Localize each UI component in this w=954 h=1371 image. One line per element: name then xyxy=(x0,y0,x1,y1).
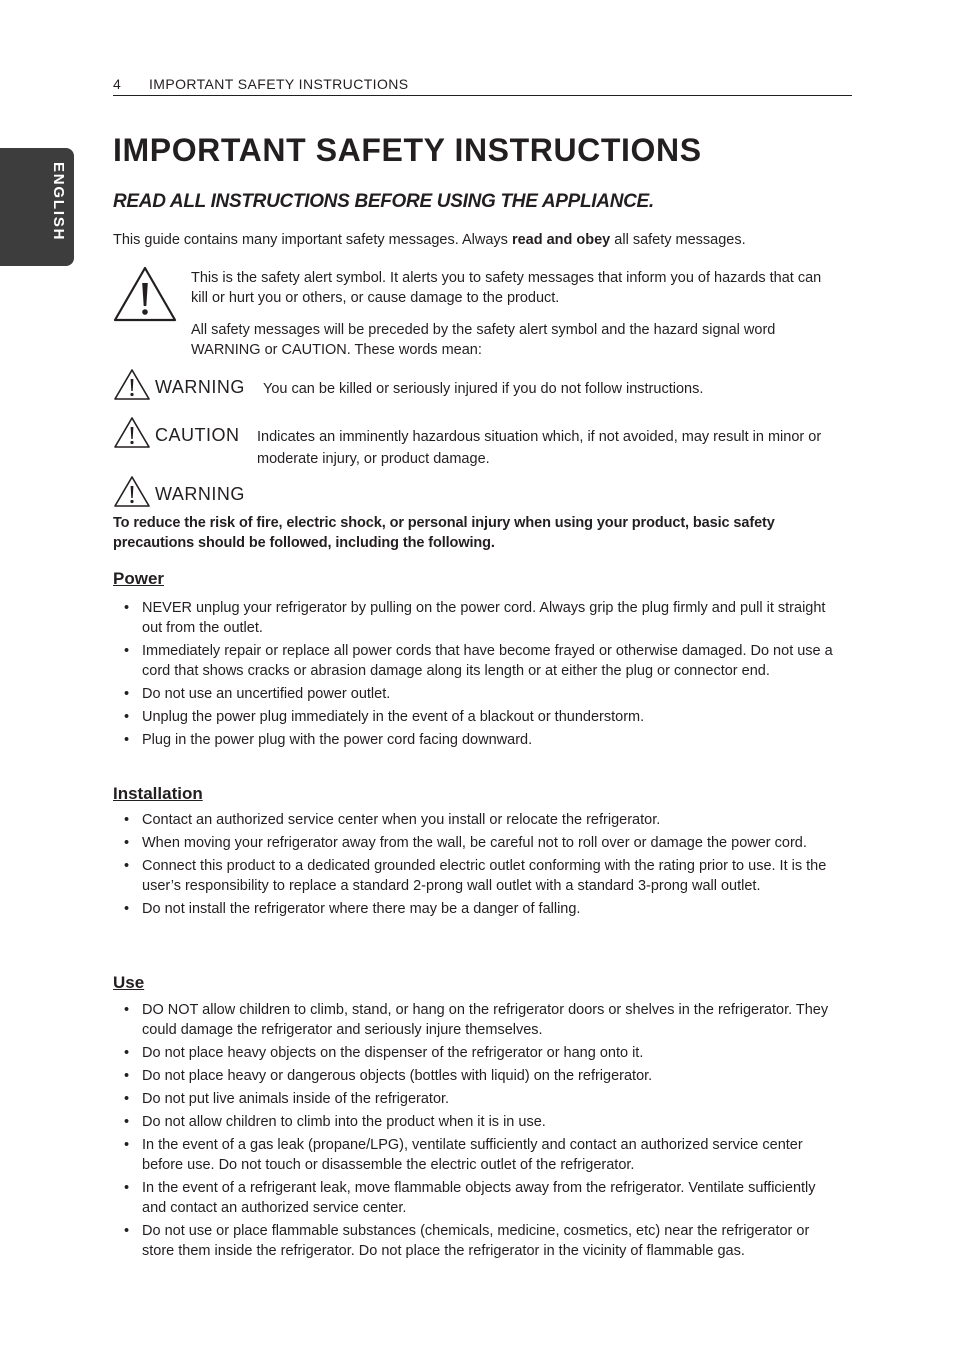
caution-triangle-icon xyxy=(113,416,151,449)
intro-text-bold: read and obey xyxy=(511,232,611,248)
running-header-title: IMPORTANT SAFETY INSTRUCTIONS xyxy=(149,76,409,92)
intro-text-after: all safety messages. xyxy=(610,232,746,248)
caution-definition xyxy=(113,416,853,467)
list-item: • DO NOT allow children to climb, stand, or hang on the refrigerator doors or shelves in the refrigerator. They could damage the refrigerator and seriously injure themselves. xyxy=(113,1000,838,1040)
intro-text-before: This guide contains many important safety messages. Always xyxy=(113,232,512,248)
list-item: • Do not install the refrigerator where there may be a danger of falling. xyxy=(113,899,838,919)
list-item: • In the event of a gas leak (propane/LPG), ventilate sufficiently and contact an authorized service center before use. Do not touch or disassemble the electric outlet of the refrigerator. xyxy=(113,1135,838,1175)
section-heading-installation: Installation xyxy=(113,784,203,803)
intro-paragraph xyxy=(113,230,853,250)
list-item: • Do not place heavy objects on the dispenser of the refrigerator or hang onto it. xyxy=(113,1043,838,1063)
page-subtitle: READ ALL INSTRUCTIONS BEFORE USING THE APPLIANCE. xyxy=(113,191,654,212)
language-tab xyxy=(0,148,74,266)
list-item: • Immediately repair or replace all power cords that have become frayed or otherwise damaged. Do not use a cord that shows cracks or abrasion damage along its length or at either the plug or connector end. xyxy=(113,641,838,681)
caution-definition-text: Indicates an imminently hazardous situation which, if not avoided, may result in minor or moderate injury, or product damage. xyxy=(257,429,822,467)
running-header xyxy=(113,74,852,96)
caution-signal-word: CAUTION xyxy=(155,425,240,445)
list-item: • Do not put live animals inside of the refrigerator. xyxy=(113,1089,838,1109)
list-item: • Do not place heavy or dangerous objects (bottles with liquid) on the refrigerator. xyxy=(113,1066,838,1086)
use-list xyxy=(113,1000,838,1264)
section-heading-power: Power xyxy=(113,569,165,588)
warning-definition-text: You can be killed or seriously injured if you do not follow instructions. xyxy=(263,381,704,397)
page-number: 4 xyxy=(113,76,122,92)
warning-signal-word: WARNING xyxy=(155,377,245,397)
warning-triangle-icon xyxy=(112,265,178,323)
warning-triangle-icon xyxy=(113,475,151,508)
list-item: • Unplug the power plug immediately in the event of a blackout or thunderstorm. xyxy=(113,707,838,727)
list-item: • Do not allow children to climb into the product when it is in use. xyxy=(113,1112,838,1132)
page-title: IMPORTANT SAFETY INSTRUCTIONS xyxy=(113,132,702,168)
list-item: • NEVER unplug your refrigerator by pulling on the power cord. Always grip the plug firmly and pull it straight out from the outlet. xyxy=(113,598,838,638)
alert-symbol-description: This is the safety alert symbol. It alerts you to safety messages that inform you of hazards that can kill or hurt you or others, or cause damage to the product. xyxy=(191,270,822,306)
list-item: • Plug in the power plug with the power cord facing downward. xyxy=(113,730,838,750)
list-item: • When moving your refrigerator away from the wall, be careful not to roll over or damage the power cord. xyxy=(113,833,838,853)
signal-word-explanation: All safety messages will be preceded by the safety alert symbol and the hazard signal word WARNING or CAUTION. These words mean: xyxy=(191,322,776,358)
warning-triangle-icon xyxy=(113,368,151,401)
list-item: • Contact an authorized service center when you install or relocate the refrigerator. xyxy=(113,810,838,830)
warning-statement: To reduce the risk of fire, electric shock, or personal injury when using your product, basic safety precautions should be followed, including the following. xyxy=(113,515,775,551)
list-item: • Connect this product to a dedicated grounded electric outlet conforming with the rating prior to use. It is the user’s responsibility to replace a standard 2-prong wall outlet with a standard 3-prong wall outlet. xyxy=(113,856,838,896)
installation-list xyxy=(113,810,838,922)
list-item: • In the event of a refrigerant leak, move flammable objects away from the refrigerator. Ventilate sufficiently and contact an authorized service center. xyxy=(113,1178,838,1218)
list-item: • Do not use an uncertified power outlet. xyxy=(113,684,838,704)
warning-heading xyxy=(113,475,853,509)
warning-heading-word: WARNING xyxy=(155,484,245,504)
warning-definition xyxy=(113,368,853,402)
power-list xyxy=(113,598,838,753)
language-tab-label: ENGLISH xyxy=(50,162,67,242)
section-heading-use: Use xyxy=(113,973,145,992)
list-item: • Do not use or place flammable substances (chemicals, medicine, cosmetics, etc) near the refrigerator or store them inside the refrigerator. Do not place the refrigerator in the vicinity of flammable gas. xyxy=(113,1221,838,1261)
